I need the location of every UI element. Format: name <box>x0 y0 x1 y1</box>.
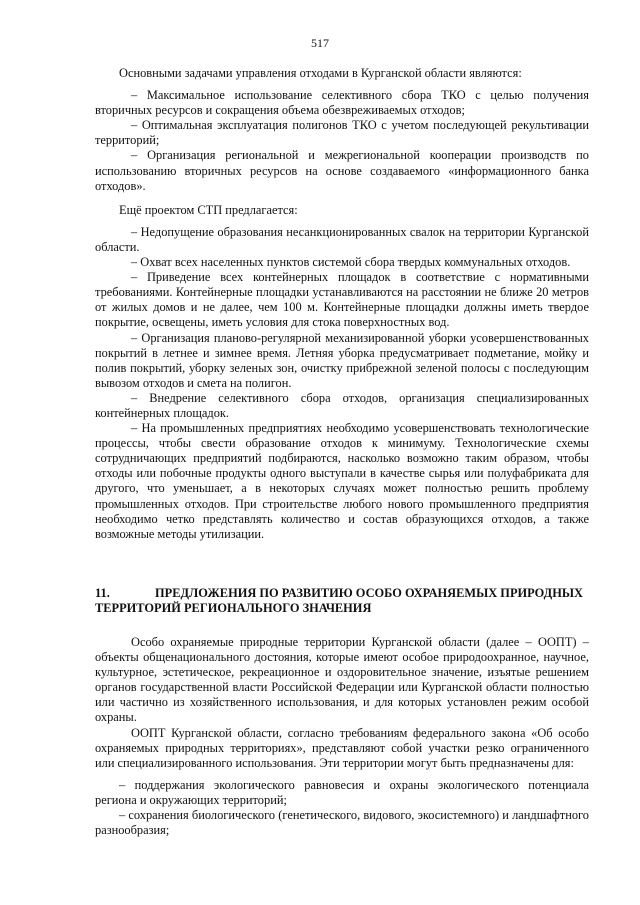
tasks-intro: Основными задачами управления отходами в Курганской области являются: <box>119 66 522 80</box>
proposal-item: – Охват всех населенных пунктов системой сбора твердых коммунальных отходов. <box>131 255 571 270</box>
proposal-item: – Внедрение селективного сбора отходов, организация специализированных контейнерных площадок. <box>95 390 589 420</box>
page-number: 517 <box>311 36 329 50</box>
section-heading <box>95 586 589 616</box>
page-content <box>95 66 589 838</box>
proposals-intro: Ещё проектом СТП предлагается: <box>119 202 298 217</box>
task-item: – Организация региональной и межрегиональной кооперации производств по использованию вторичных ресурсов на основе создаваемого «информационного банка отходов». <box>95 148 589 193</box>
section-paragraph: Особо охраняемые природные территории Курганской области (далее – ООПТ) – объекты общенационального достояния, которые имеют особое природоохранное, научное, культурное, эстетическое, рекреационное и оздоровительное значение, изъятые решением органов государственной власти Российской Федерации или Курганской области полностью или частично из хозяйственного использования, и для которых установлен режим особой охраны. <box>95 635 589 725</box>
proposal-item: – На промышленных предприятиях необходимо усовершенствовать технологические процессы, чтобы свести образование отходов к минимуму. Технологические схемы сотрудничающих предприятий подбираются, насколько возможно таким образом, чтобы отходы или побочные продукты одного выступали в качестве сырья или полуфабриката для другого, что уменьшает, а в некоторых случаях может полностью решить проблему промышленных отходов. При строительстве любого нового промышленного предприятия необходимо четко представлять количество и состав образующихся отходов, а также возможные методы утилизации. <box>95 421 589 541</box>
section-title-line-2: ТЕРРИТОРИЙ РЕГИОНАЛЬНОГО ЗНАЧЕНИЯ <box>95 600 372 615</box>
task-item: – Максимальное использование селективного сбора ТКО с целью получения вторичных ресурсов и сокращения объема обезвреживаемых отходов; <box>95 88 589 118</box>
section-paragraph: ООПТ Курганской области, согласно требованиям федерального закона «Об особо охраняемых природных территориях», представляют собой участки резко ограниченного или специализированного использования. Эти территории могут быть предназначены для: <box>95 725 589 770</box>
section-list-item: – поддержания экологического равновесия и охраны экологического потенциала региона и окружающих территорий; <box>95 777 589 807</box>
section-title-line-1: ПРЕДЛОЖЕНИЯ ПО РАЗВИТИЮ ОСОБО ОХРАНЯЕМЫХ ПРИРОДНЫХ <box>155 585 583 600</box>
proposal-item: – Недопущение образования несанкционированных свалок на территории Курганской области. <box>95 224 589 254</box>
proposal-item: – Организация планово-регулярной механизированной уборки усовершенствованных покрытий в летнее и зимнее время. Летняя уборка предусматривает подметание, мойку и полив покрытий, уборку зеленых зон, очистку прибрежной зеленой полосы с последующим вывозом отходов и смета на полигон. <box>95 330 589 390</box>
section-list-item: – сохранения биологического (генетического, видового, экосистемного) и ландшафтного разнообразия; <box>95 808 589 838</box>
section-number: 11. <box>95 585 110 600</box>
proposal-item: – Приведение всех контейнерных площадок в соответствие с нормативными требованиями. Контейнерные площадки устанавливаются на расстоянии не ближе 20 метров от жилых домов и не далее, чем 100 м. Контейнерные площадки должны иметь твердое покрытие, освещены, иметь условия для стока поверхностных вод. <box>95 270 589 330</box>
task-item: – Оптимальная эксплуатация полигонов ТКО с учетом последующей рекультивации территорий; <box>95 118 589 148</box>
